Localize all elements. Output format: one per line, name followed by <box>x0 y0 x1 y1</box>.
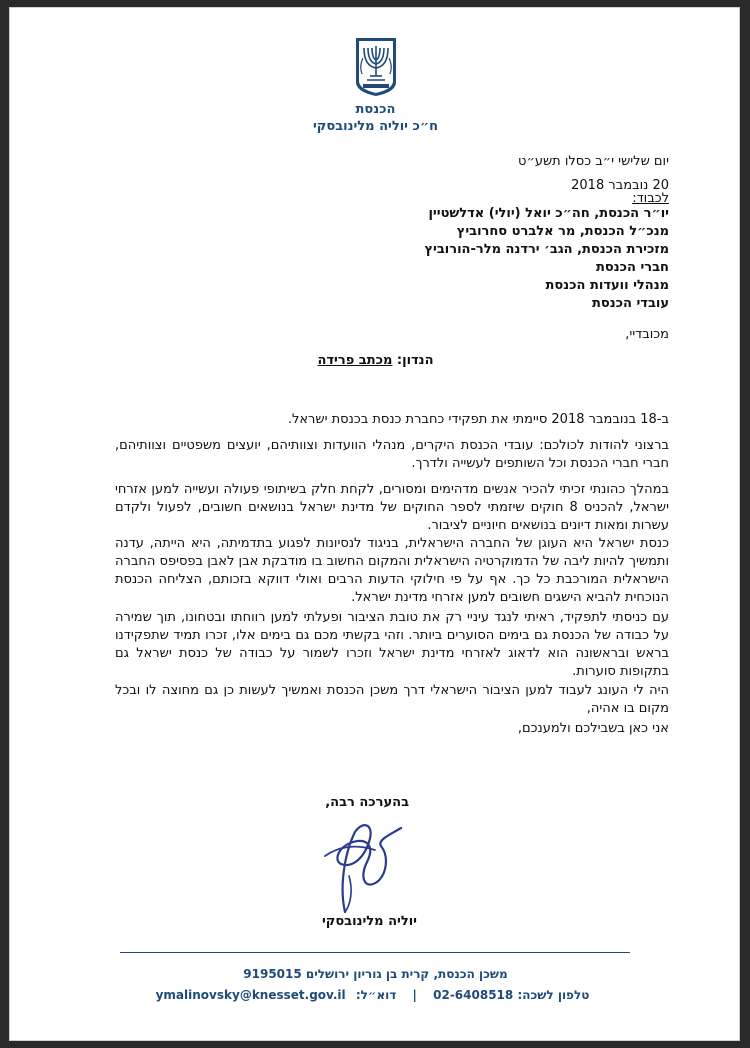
greeting: מכובדיי, <box>625 327 669 342</box>
body-paragraph: עם כניסתי לתפקיד, ראיתי לנגד עיניי רק את טובת הציבור ופעלתי למען רווחתו ובטחונו, תוך שמירה על כבודה של הכנסת גם בימים הסוערים ביותר. וזהי בקשתי מכם גם בימים אלו, זכרו תמיד שתפקידנו בראש ובראשונה הוא לדאוג לאזרחי מדינת ישראל וזכרו לשמור על כבודה של כנסת ישראל גם בתקופות סוערות. <box>115 610 669 679</box>
menorah-emblem-icon <box>353 36 399 98</box>
footer-email[interactable]: ymalinovsky@knesset.gov.il <box>155 988 346 1002</box>
recipient-line: חברי הכנסת <box>596 260 669 275</box>
body-paragraph: ברצוני להודות לכולכם: עובדי הכנסת היקרים, מנהלי הוועדות וצוותיהם, יועצים משפטיים וצוותיהם, חברי חברי הכנסת וכל השותפים לעשייה ולדרך. <box>115 438 669 471</box>
date-gregorian: 20 נובמבר 2018 <box>571 178 669 193</box>
body-paragraph: היה לי העונג לעבוד למען הציבור הישראלי דרך משכן הכנסת ואמשיך לעשות כן גם מחוצה לו ובכל מקום בו אהיה, <box>115 683 669 716</box>
subject-line <box>10 353 741 368</box>
subject-text: מכתב פרידה <box>317 353 393 368</box>
recipients-label: לכבוד: <box>632 191 669 206</box>
letter-page <box>9 7 740 1041</box>
body-paragraph: במהלך כהונתי זכיתי להכיר אנשים מדהימים ומסורים, לקחת חלק בשיתופי פעולה ועשייה למען אזרחי ישראל, להכניס 8 חוקים שיזמתי לספר החוקים של מדינת ישראל בנושאים חשובים, לפעול ולקדם עשרות ומאות דיונים בנושאים חיוניים לציבור. <box>115 482 669 533</box>
recipient-line: מנכ״ל הכנסת, מר אלברט סחרוביץ <box>456 224 669 239</box>
footer-phone: טלפון לשכה: 02-6408518 <box>433 988 590 1002</box>
footer-separator: | <box>412 988 417 1002</box>
recipient-line: מנהלי וועדות הכנסת <box>545 278 669 293</box>
signer-name: יוליה מלינובסקי <box>321 914 417 929</box>
recipient-line: יו״ר הכנסת, חה״כ יואל (יולי) אדלשטיין <box>428 206 669 221</box>
body-paragraph: כנסת ישראל היא העוגן של החברה הישראלית, בניגוד לנסיונות לפגוע בתדמיתה, היא הייתה, עדנה ותמשיך להיות ליבה של הדמוקרטיה הישראלית והמקום החשוב בו מודבקת אבן לאבן בפסיפס החברה הישראלית המורכבת כל כך. אף על פי חילוקי הדעות הרבים ואולי דווקא בזכותם, הצליחה הכנסת הנוכחית להביא הישגים חשובים למען אזרחי מדינת ישראל. <box>115 536 669 605</box>
recipient-line: עובדי הכנסת <box>592 296 669 311</box>
header-title: הכנסת <box>355 102 396 117</box>
footer-contact <box>10 988 741 1002</box>
date-hebrew: יום שלישי י״ב כסלו תשע״ט <box>518 154 669 169</box>
header-member-name: ח״כ יוליה מלינובסקי <box>312 119 439 134</box>
recipient-line: מזכירת הכנסת, הגב׳ ירדנה מלר-הורוביץ <box>424 242 669 257</box>
subject-prefix: הנדון: <box>396 353 434 368</box>
body-paragraph: אני כאן בשבילכם ולמענכם, <box>517 721 669 736</box>
closing: בהערכה רבה, <box>325 795 409 810</box>
footer-divider <box>120 952 630 953</box>
footer-email-label: דוא״ל: <box>355 988 397 1002</box>
footer-address: משכן הכנסת, קרית בן גוריון ירושלים 9195015 <box>243 967 508 981</box>
body-paragraph: ב-18 בנובמבר 2018 סיימתי את תפקידי כחברת כנסת בכנסת ישראל. <box>287 412 669 427</box>
signature-icon <box>305 816 405 918</box>
